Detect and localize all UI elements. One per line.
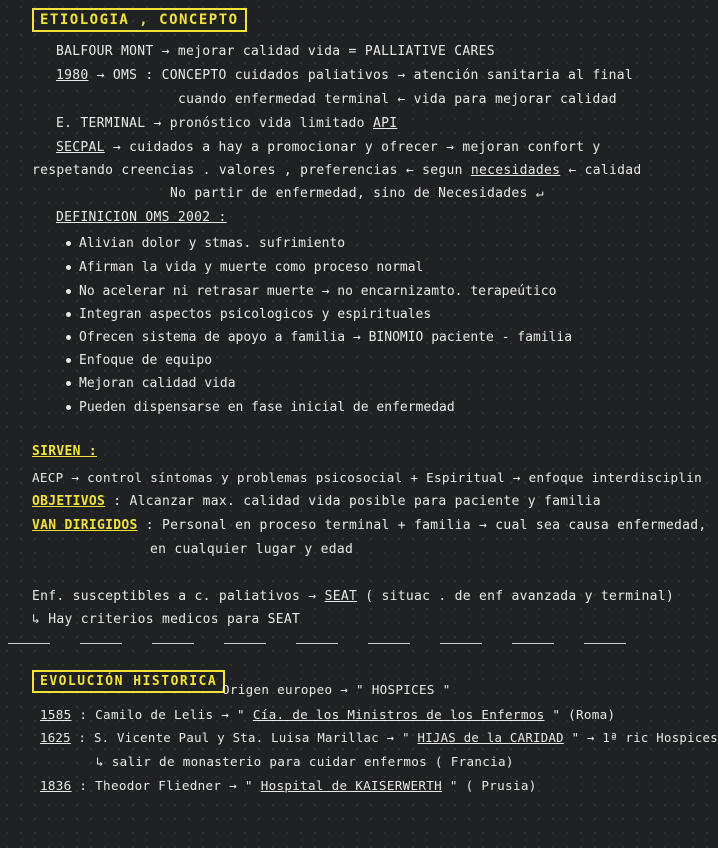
line-1625: [40, 731, 718, 745]
calidad-text: ← calidad: [560, 163, 642, 178]
line-aecp: AECP → control síntomas y problemas psicosocial + Espiritual → enfoque interdisciplin: [32, 470, 702, 485]
objetivos-label: OBJETIVOS: [32, 494, 106, 509]
separator-dash: [584, 643, 626, 644]
row-1585-org: Cía. de los Ministros de los Enfermos: [252, 707, 545, 722]
line-balfour: BALFOUR MONT → mejorar calidad vida = PALLIATIVE CARES: [56, 44, 495, 59]
objetivos-text: : Alcanzar max. calidad vida posible para paciente y familia: [105, 494, 601, 509]
line-cuando: cuando enfermedad terminal ← vida para mejorar calidad: [178, 92, 617, 107]
line-respetando: [32, 163, 642, 178]
row-1585-c: " (Roma): [544, 707, 616, 722]
line-1585: [40, 707, 615, 722]
bullet-item: Enfoque de equipo: [66, 353, 212, 368]
secpal-text: → cuidados a hay a promocionar y ofrecer → mejoran confort y: [104, 140, 601, 155]
line-enf-susceptibles: [32, 589, 674, 604]
bullet-item: Mejoran calidad vida: [66, 376, 236, 391]
bullet-item: Alivian dolor y stmas. sufrimiento: [66, 236, 345, 251]
row-1625-c: " → 1ª ric Hospices: [563, 731, 718, 745]
line-objetivos: [32, 494, 601, 509]
line-origen: Origen europeo → " HOSPICES ": [222, 682, 451, 697]
year-1836: 1836: [40, 778, 72, 793]
separator-dash: [224, 643, 266, 644]
line-van-dirigidos: [32, 518, 707, 533]
separator-dash: [368, 643, 410, 644]
separator-dash: [512, 643, 554, 644]
line-salir-monasterio: ↳ salir de monasterio para cuidar enfermos ( Francia): [96, 754, 514, 769]
row-1585-a: : Camilo de Lelis → ": [71, 707, 253, 722]
section-title-etiologia: ETIOLOGIA , CONCEPTO: [32, 8, 247, 32]
row-1836-a: : Theodor Fliedner → ": [71, 778, 261, 793]
year-1585: 1585: [40, 707, 72, 722]
bullet-item: No acelerar ni retrasar muerte → no encarnizamto. terapeútico: [66, 284, 556, 299]
bullet-item: Ofrecen sistema de apoyo a familia → BINOMIO paciente - familia: [66, 330, 572, 345]
separator-dash: [152, 643, 194, 644]
row-1836-c: " ( Prusia): [442, 778, 537, 793]
separator-dash: [8, 643, 50, 644]
row-1836-org: Hospital de KAISERWERTH: [260, 778, 442, 793]
year-1980: 1980: [56, 68, 89, 83]
line-no-partir: No partir de enfermedad, sino de Necesidades ↵: [170, 186, 544, 201]
line-secpal: [56, 140, 601, 155]
necesidades-word: necesidades: [470, 163, 561, 178]
row-1625-org: HIJAS de la CARIDAD: [417, 731, 564, 745]
line-cualquier-lugar: en cualquier lugar y edad: [150, 542, 354, 557]
section-title-evolucion: EVOLUCIÓN HISTORICA: [32, 670, 225, 693]
separator-dash: [296, 643, 338, 644]
separator-dash: [80, 643, 122, 644]
definicion-oms-heading: DEFINICION OMS 2002 :: [56, 210, 227, 225]
line-e-terminal: [56, 116, 397, 131]
van-dirigidos-label: VAN DIRIGIDOS: [32, 518, 138, 533]
seat-label: SEAT: [324, 589, 358, 604]
year-1625: 1625: [40, 731, 71, 745]
line-1980: [56, 68, 633, 83]
separator-dash: [440, 643, 482, 644]
line-1836: [40, 778, 537, 793]
line-criterios: ↳ Hay criterios medicos para SEAT: [32, 612, 301, 627]
row-1625-a: : S. Vicente Paul y Sta. Luisa Marillac → ": [70, 731, 418, 745]
van-dirigidos-text: : Personal en proceso terminal + familia → cual sea causa enfermedad,: [137, 518, 707, 533]
bullet-item: Afirman la vida y muerte como proceso normal: [66, 260, 423, 275]
seat-def: ( situac . de enf avanzada y terminal): [357, 589, 675, 604]
line-1980-text: → OMS : CONCEPTO cuidados paliativos → atención sanitaria al final: [88, 68, 634, 83]
enf-text: Enf. susceptibles a c. paliativos →: [32, 589, 325, 604]
e-terminal-text: E. TERMINAL → pronóstico vida limitado: [56, 116, 373, 131]
sirven-heading: SIRVEN :: [32, 444, 98, 459]
secpal-label: SECPAL: [56, 140, 105, 155]
bullet-item: Integran aspectos psicologicos y espirituales: [66, 307, 431, 322]
api-label: API: [372, 116, 398, 131]
bullet-item: Pueden dispensarse en fase inicial de enfermedad: [66, 400, 455, 415]
respetando-text: respetando creencias . valores , preferencias ← segun: [32, 163, 471, 178]
